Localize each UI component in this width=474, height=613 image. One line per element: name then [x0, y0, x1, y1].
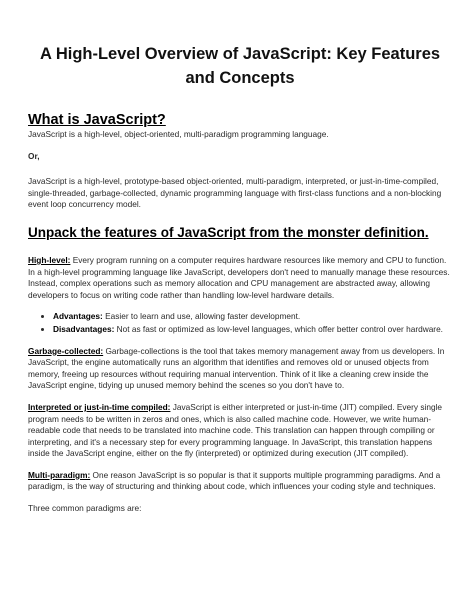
multi-paradigm-term: Multi-paradigm:: [28, 469, 91, 480]
garbage-collected-text: Garbage-collections is the tool that takes memory management away from us developers. In JavaScript, the engine automatically runs an algorithm that identifies and removes old or unused objects from memory, freeing up resources without requiring manual intervention. Think of it like a cleaning crew inside the JavaScript engine, tidying up unused memory behind the scenes so you don't have to.: [28, 345, 445, 391]
disadvantages-text: Not as fast or optimized as low-level languages, which offer better control over hardware.: [114, 323, 443, 334]
unpack-features-heading: Unpack the features of JavaScript from the monster definition.: [28, 224, 429, 240]
short-definition: JavaScript is a high-level, object-oriented, multi-paradigm programming language.: [28, 129, 329, 139]
high-level-paragraph: [28, 255, 452, 301]
high-level-term: High-level:: [28, 254, 71, 265]
garbage-collected-paragraph: [28, 346, 452, 392]
multi-paradigm-paragraph: [28, 470, 452, 493]
or-label: Or,: [28, 150, 40, 161]
advantages-label: Advantages:: [53, 311, 103, 322]
long-definition: JavaScript is a high-level, prototype-based object-oriented, multi-paradigm, interpreted, or just-in-time-compiled, single-threaded, garbage-collected, dynamic programming language with first-class functions and a non-blocking event loop concurrency model.: [28, 176, 442, 210]
what-is-javascript-heading: What is JavaScript?: [28, 112, 166, 128]
interpreted-paragraph: [28, 402, 452, 460]
advantages-text: Easier to learn and use, allowing faster development.: [102, 311, 301, 322]
list-item: [53, 311, 452, 323]
disadvantages-label: Disadvantages:: [53, 323, 115, 334]
garbage-collected-term: Garbage-collected:: [28, 345, 104, 356]
interpreted-term: Interpreted or just-in-time compiled:: [28, 401, 171, 412]
multi-paradigm-text: One reason JavaScript is so popular is that it supports multiple programming paradigms. And a paradigm, is the way of structuring and thinking about code, which influences your coding style and techniques.: [28, 469, 441, 492]
three-paradigms-line: Three common paradigms are:: [28, 503, 142, 514]
list-item: [53, 324, 452, 336]
interpreted-text: JavaScript is either interpreted or just-in-time (JIT) compiled. Every single program needs to be written in zeros and ones, which is also called machine code. However, we write human-readable code that needs to be translated into machine code. This translation can happen through compiling or interpreting, and it's a necessary step for every programming language. In JavaScript, this translation happens inside the JavaScript engine, either on the fly (interpreted) or optimized during execution (JIT compiled).: [28, 401, 443, 459]
high-level-text: Every program running on a computer requires hardware resources like memory and CPU to function. In a high-level programming language like JavaScript, developers don't need to manually manage these resources. Instead, complex operations such as memory allocation and CPU management are abstracted away, allowing developers to focus on writing code rather than handling low-level hardware details.: [28, 254, 450, 300]
high-level-bullet-list: [28, 311, 452, 335]
document-title: A High-Level Overview of JavaScript: Key Features and Concepts: [39, 45, 441, 87]
